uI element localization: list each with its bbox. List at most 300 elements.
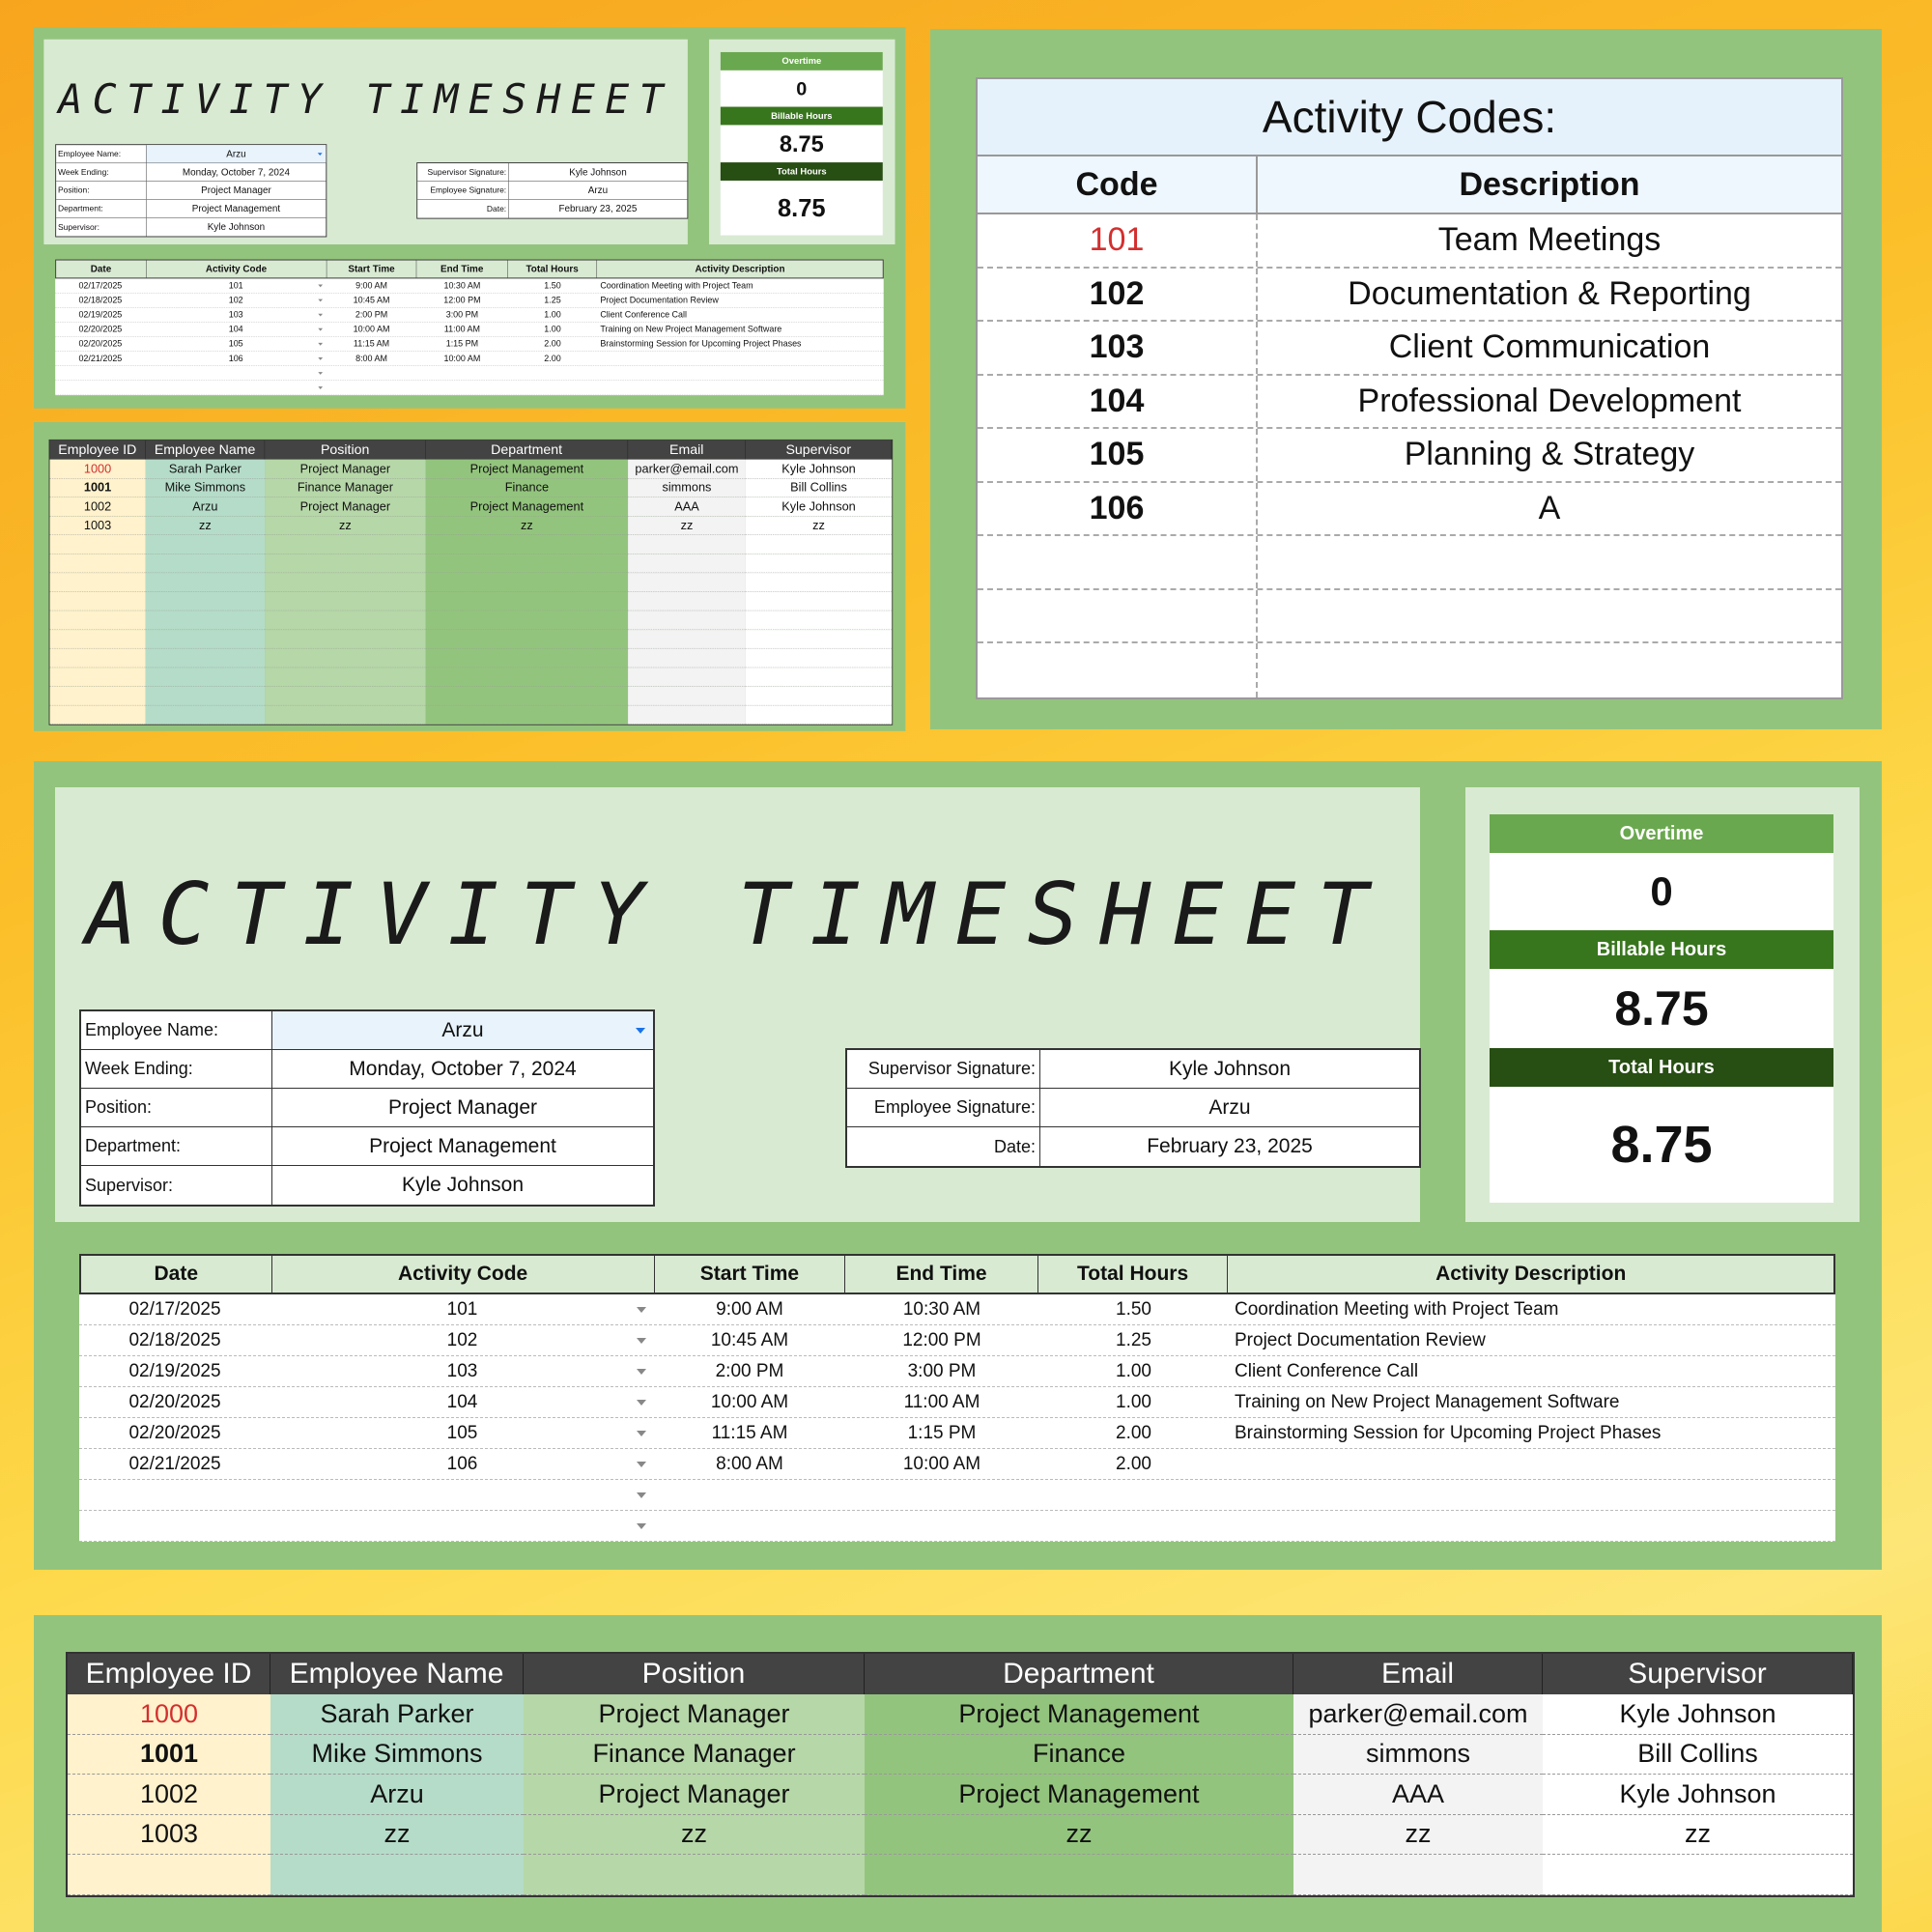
billable-value: 8.75 bbox=[1614, 981, 1709, 1036]
signature-value[interactable]: Arzu bbox=[1208, 1095, 1251, 1119]
table-cell[interactable] bbox=[426, 592, 628, 611]
table-cell[interactable]: Project Management bbox=[426, 460, 628, 479]
table-cell[interactable]: 1001 bbox=[50, 478, 146, 497]
table-cell[interactable]: Project Management bbox=[865, 1775, 1293, 1815]
table-cell[interactable] bbox=[597, 308, 883, 323]
table-cell[interactable]: 1001 bbox=[68, 1735, 270, 1776]
table-cell[interactable] bbox=[508, 308, 598, 323]
table-row bbox=[50, 497, 893, 517]
table-cell[interactable] bbox=[265, 687, 426, 706]
activity-code-dropdown[interactable] bbox=[146, 381, 327, 395]
chevron-down-icon[interactable] bbox=[318, 357, 323, 360]
signature-value[interactable]: Kyle Johnson bbox=[1168, 1057, 1292, 1080]
table-cell[interactable]: simmons bbox=[1293, 1735, 1543, 1776]
table-cell[interactable] bbox=[1038, 1387, 1229, 1417]
chevron-down-icon[interactable] bbox=[318, 372, 323, 375]
timesheet-title: ACTIVITY TIMESHEET bbox=[85, 865, 1390, 964]
code-row bbox=[978, 429, 1841, 483]
table-cell[interactable] bbox=[1229, 1480, 1835, 1510]
table-cell[interactable]: zz bbox=[524, 1815, 865, 1856]
column-header: Supervisor bbox=[1543, 1654, 1853, 1694]
table-cell[interactable]: zz bbox=[146, 516, 266, 535]
table-cell[interactable] bbox=[746, 630, 892, 649]
activity-codes-panel bbox=[930, 29, 1882, 729]
signature-label: Employee Signature: bbox=[847, 1089, 1040, 1126]
table-cell[interactable] bbox=[327, 381, 416, 395]
table-cell[interactable] bbox=[146, 648, 266, 668]
table-cell[interactable] bbox=[146, 668, 266, 687]
signature-row bbox=[847, 1050, 1419, 1089]
table-cell[interactable] bbox=[327, 352, 416, 366]
table-row bbox=[50, 611, 893, 630]
cell-text: 02/18/2025 bbox=[78, 295, 123, 305]
table-cell[interactable] bbox=[746, 611, 892, 630]
cell-text: 10:30 AM bbox=[902, 1298, 981, 1320]
cell-text: Project Documentation Review bbox=[600, 295, 719, 305]
table-cell[interactable] bbox=[1038, 1449, 1229, 1479]
table-cell bbox=[79, 1511, 270, 1541]
cell-text: 101 bbox=[446, 1298, 478, 1320]
table-cell[interactable]: Mike Simmons bbox=[270, 1735, 524, 1776]
activity-code-dropdown[interactable] bbox=[270, 1418, 654, 1448]
table-cell[interactable] bbox=[1229, 1449, 1835, 1479]
table-cell[interactable] bbox=[1229, 1387, 1835, 1417]
table-cell[interactable]: Arzu bbox=[146, 497, 266, 517]
signature-row bbox=[417, 163, 687, 182]
table-cell[interactable] bbox=[1229, 1418, 1835, 1448]
table-cell[interactable] bbox=[597, 278, 883, 293]
info-row bbox=[56, 218, 326, 237]
chevron-down-icon[interactable] bbox=[637, 1338, 646, 1344]
table-row bbox=[79, 1511, 1835, 1542]
table-cell[interactable] bbox=[327, 308, 416, 323]
table-cell[interactable] bbox=[654, 1418, 845, 1448]
description-cell: Professional Development bbox=[1357, 382, 1742, 419]
table-cell[interactable] bbox=[1038, 1480, 1229, 1510]
table-cell[interactable] bbox=[1229, 1294, 1835, 1324]
table-cell[interactable] bbox=[416, 366, 507, 381]
table-cell[interactable] bbox=[265, 668, 426, 687]
table-cell[interactable] bbox=[1038, 1511, 1229, 1541]
code-cell bbox=[978, 590, 1258, 642]
table-cell bbox=[79, 1387, 270, 1417]
table-cell[interactable] bbox=[426, 687, 628, 706]
table-cell[interactable] bbox=[654, 1387, 845, 1417]
table-cell[interactable] bbox=[1038, 1294, 1229, 1324]
table-cell[interactable]: 1002 bbox=[50, 497, 146, 517]
table-cell[interactable] bbox=[746, 592, 892, 611]
table-cell[interactable] bbox=[746, 705, 892, 724]
info-value bbox=[272, 1166, 653, 1205]
table-cell[interactable] bbox=[508, 366, 598, 381]
table-cell[interactable] bbox=[146, 535, 266, 554]
table-cell[interactable] bbox=[654, 1449, 845, 1479]
table-cell[interactable] bbox=[265, 573, 426, 592]
info-value bbox=[272, 1050, 653, 1088]
table-cell[interactable] bbox=[146, 573, 266, 592]
table-cell[interactable] bbox=[746, 668, 892, 687]
table-cell[interactable] bbox=[508, 293, 598, 307]
table-cell[interactable] bbox=[327, 366, 416, 381]
table-cell[interactable] bbox=[628, 648, 746, 668]
chevron-down-icon[interactable] bbox=[637, 1431, 646, 1436]
column-header: Supervisor bbox=[746, 440, 892, 460]
cell-text: 3:00 PM bbox=[445, 309, 479, 320]
activity-code-dropdown[interactable] bbox=[270, 1294, 654, 1324]
table-cell[interactable]: Finance bbox=[865, 1735, 1293, 1776]
activity-table-header bbox=[79, 1254, 1835, 1294]
table-cell[interactable]: Kyle Johnson bbox=[1543, 1694, 1853, 1735]
table-cell[interactable] bbox=[628, 573, 746, 592]
table-cell[interactable] bbox=[845, 1511, 1038, 1541]
table-cell[interactable] bbox=[508, 278, 598, 293]
table-cell[interactable] bbox=[1293, 1855, 1543, 1895]
cell-text: Coordination Meeting with Project Team bbox=[600, 280, 753, 291]
table-cell[interactable]: Finance bbox=[426, 478, 628, 497]
table-cell[interactable] bbox=[265, 554, 426, 574]
cell-text: 1:15 PM bbox=[445, 338, 479, 349]
table-cell[interactable] bbox=[628, 705, 746, 724]
table-cell[interactable] bbox=[597, 337, 883, 352]
table-row bbox=[79, 1449, 1835, 1480]
description-cell: Planning & Strategy bbox=[1404, 436, 1695, 473]
activity-code-dropdown[interactable] bbox=[270, 1356, 654, 1386]
table-cell[interactable]: zz bbox=[1293, 1815, 1543, 1856]
table-cell[interactable]: Kyle Johnson bbox=[746, 497, 892, 517]
cell-text: 105 bbox=[446, 1422, 478, 1443]
table-cell[interactable] bbox=[746, 535, 892, 554]
code-cell bbox=[978, 643, 1258, 697]
table-cell[interactable] bbox=[845, 1449, 1038, 1479]
employee-name-dropdown[interactable] bbox=[272, 1011, 653, 1049]
table-cell[interactable]: Finance Manager bbox=[524, 1735, 865, 1776]
table-cell bbox=[55, 323, 145, 337]
table-cell[interactable] bbox=[508, 381, 598, 395]
cell-text: Training on New Project Management Software bbox=[1235, 1391, 1620, 1412]
table-cell[interactable] bbox=[628, 611, 746, 630]
info-row bbox=[81, 1089, 653, 1127]
activity-code-dropdown[interactable] bbox=[270, 1511, 654, 1541]
overtime-label: Overtime bbox=[721, 52, 883, 71]
total-label: Total Hours bbox=[721, 162, 883, 181]
table-cell[interactable] bbox=[50, 554, 146, 574]
table-cell[interactable] bbox=[597, 381, 883, 395]
table-cell[interactable] bbox=[845, 1480, 1038, 1510]
table-cell[interactable]: AAA bbox=[1293, 1775, 1543, 1815]
signature-value[interactable]: Kyle Johnson bbox=[569, 166, 627, 178]
activity-code-dropdown[interactable] bbox=[146, 337, 327, 352]
table-cell[interactable]: Project Management bbox=[865, 1694, 1293, 1735]
table-cell[interactable] bbox=[416, 352, 507, 366]
table-cell[interactable] bbox=[845, 1356, 1038, 1386]
signature-label: Date: bbox=[847, 1127, 1040, 1166]
signature-table bbox=[416, 162, 688, 218]
table-cell[interactable] bbox=[265, 648, 426, 668]
table-cell[interactable] bbox=[265, 535, 426, 554]
table-cell[interactable] bbox=[654, 1480, 845, 1510]
table-cell[interactable]: Project Manager bbox=[265, 460, 426, 479]
info-row bbox=[56, 163, 326, 182]
table-cell[interactable]: parker@email.com bbox=[628, 460, 746, 479]
table-cell[interactable] bbox=[426, 554, 628, 574]
table-cell[interactable] bbox=[845, 1325, 1038, 1355]
activity-code-dropdown[interactable] bbox=[270, 1449, 654, 1479]
chevron-down-icon[interactable] bbox=[637, 1369, 646, 1375]
table-cell[interactable] bbox=[845, 1418, 1038, 1448]
signature-label: Employee Signature: bbox=[417, 182, 508, 199]
table-cell[interactable] bbox=[628, 592, 746, 611]
signature-row bbox=[417, 182, 687, 200]
table-cell[interactable] bbox=[50, 648, 146, 668]
table-cell[interactable] bbox=[628, 535, 746, 554]
column-header: Employee ID bbox=[50, 440, 146, 460]
table-cell[interactable] bbox=[746, 648, 892, 668]
info-value bbox=[272, 1127, 653, 1165]
table-cell[interactable]: Project Manager bbox=[524, 1694, 865, 1735]
table-row bbox=[55, 293, 884, 307]
table-cell[interactable] bbox=[146, 554, 266, 574]
cell-text: 02/21/2025 bbox=[128, 1453, 221, 1474]
table-cell[interactable] bbox=[628, 554, 746, 574]
table-cell[interactable]: zz bbox=[270, 1815, 524, 1856]
table-cell[interactable]: 1000 bbox=[68, 1694, 270, 1735]
table-cell[interactable] bbox=[50, 611, 146, 630]
table-cell[interactable]: Arzu bbox=[270, 1775, 524, 1815]
table-cell[interactable] bbox=[50, 592, 146, 611]
table-cell[interactable] bbox=[845, 1387, 1038, 1417]
table-cell[interactable] bbox=[265, 611, 426, 630]
chevron-down-icon[interactable] bbox=[637, 1492, 646, 1498]
table-cell[interactable] bbox=[416, 323, 507, 337]
chevron-down-icon[interactable] bbox=[318, 328, 323, 331]
activity-code-dropdown[interactable] bbox=[146, 323, 327, 337]
table-cell[interactable] bbox=[68, 1855, 270, 1895]
signature-value[interactable]: Arzu bbox=[587, 185, 609, 196]
column-header: Start Time bbox=[327, 261, 416, 278]
signature-value[interactable]: February 23, 2025 bbox=[1147, 1135, 1313, 1157]
column-header: Employee Name bbox=[270, 1654, 524, 1694]
table-cell[interactable]: Bill Collins bbox=[746, 478, 892, 497]
table-cell[interactable] bbox=[654, 1294, 845, 1324]
cell-text: 02/17/2025 bbox=[128, 1298, 221, 1320]
table-cell[interactable] bbox=[146, 611, 266, 630]
table-cell[interactable]: Project Manager bbox=[265, 497, 426, 517]
chevron-down-icon[interactable] bbox=[637, 1307, 646, 1313]
cell-text: 103 bbox=[446, 1360, 478, 1381]
table-cell[interactable]: parker@email.com bbox=[1293, 1694, 1543, 1735]
signature-value[interactable]: February 23, 2025 bbox=[558, 203, 638, 214]
table-cell[interactable] bbox=[597, 323, 883, 337]
cell-text: 2.00 bbox=[544, 353, 561, 363]
table-cell[interactable] bbox=[327, 323, 416, 337]
activity-code-dropdown[interactable] bbox=[146, 308, 327, 323]
table-cell[interactable] bbox=[327, 293, 416, 307]
table-cell[interactable] bbox=[146, 592, 266, 611]
table-cell[interactable] bbox=[50, 630, 146, 649]
table-cell bbox=[55, 381, 145, 395]
table-cell[interactable] bbox=[746, 573, 892, 592]
table-row bbox=[50, 516, 893, 535]
activity-code-dropdown[interactable] bbox=[146, 278, 327, 293]
table-cell[interactable] bbox=[426, 535, 628, 554]
chevron-down-icon[interactable] bbox=[318, 298, 323, 301]
chevron-down-icon[interactable] bbox=[637, 1400, 646, 1406]
table-cell[interactable]: zz bbox=[746, 516, 892, 535]
activity-code-dropdown[interactable] bbox=[146, 293, 327, 307]
table-cell bbox=[79, 1356, 270, 1386]
chevron-down-icon[interactable] bbox=[318, 313, 323, 316]
table-cell[interactable] bbox=[146, 630, 266, 649]
table-cell[interactable] bbox=[50, 705, 146, 724]
chevron-down-icon[interactable] bbox=[318, 153, 323, 156]
table-cell[interactable] bbox=[426, 630, 628, 649]
table-cell[interactable] bbox=[146, 687, 266, 706]
table-cell[interactable]: Finance Manager bbox=[265, 478, 426, 497]
table-cell[interactable]: 1003 bbox=[68, 1815, 270, 1856]
table-cell[interactable] bbox=[746, 687, 892, 706]
info-row bbox=[56, 145, 326, 163]
table-cell[interactable] bbox=[50, 687, 146, 706]
table-cell[interactable] bbox=[597, 366, 883, 381]
table-cell[interactable] bbox=[265, 592, 426, 611]
cell-text: 2.00 bbox=[544, 338, 561, 349]
activity-code-dropdown[interactable] bbox=[270, 1387, 654, 1417]
chevron-down-icon[interactable] bbox=[637, 1523, 646, 1529]
table-cell[interactable]: Sarah Parker bbox=[270, 1694, 524, 1735]
table-cell[interactable] bbox=[426, 611, 628, 630]
cell-text: 104 bbox=[446, 1391, 478, 1412]
cell-text: 106 bbox=[228, 353, 243, 363]
table-row bbox=[50, 705, 893, 724]
table-cell[interactable]: zz bbox=[865, 1815, 1293, 1856]
activity-codes-table bbox=[976, 77, 1843, 699]
table-cell[interactable] bbox=[50, 573, 146, 592]
table-cell[interactable]: 1002 bbox=[68, 1775, 270, 1815]
table-cell[interactable] bbox=[1038, 1356, 1229, 1386]
table-cell[interactable] bbox=[1229, 1356, 1835, 1386]
column-header: End Time bbox=[416, 261, 507, 278]
info-label: Position: bbox=[81, 1089, 272, 1126]
table-cell[interactable] bbox=[416, 278, 507, 293]
table-cell[interactable] bbox=[270, 1855, 524, 1895]
table-row bbox=[79, 1325, 1835, 1356]
table-cell[interactable] bbox=[1038, 1325, 1229, 1355]
table-cell[interactable] bbox=[426, 668, 628, 687]
table-cell[interactable] bbox=[50, 535, 146, 554]
table-cell[interactable] bbox=[1038, 1418, 1229, 1448]
employee-table-header bbox=[68, 1654, 1853, 1694]
table-cell[interactable]: zz bbox=[426, 516, 628, 535]
table-cell[interactable] bbox=[1229, 1325, 1835, 1355]
info-value-text: Arzu bbox=[226, 148, 246, 159]
cell-text: 10:00 AM bbox=[353, 324, 390, 334]
table-cell[interactable] bbox=[845, 1294, 1038, 1324]
table-cell[interactable]: Project Management bbox=[426, 497, 628, 517]
total-value: 8.75 bbox=[1610, 1116, 1713, 1174]
table-cell[interactable] bbox=[146, 705, 266, 724]
table-cell[interactable] bbox=[426, 573, 628, 592]
table-row bbox=[55, 278, 884, 293]
activity-code-dropdown[interactable] bbox=[146, 366, 327, 381]
table-cell[interactable] bbox=[426, 705, 628, 724]
table-cell[interactable] bbox=[508, 323, 598, 337]
table-cell[interactable]: Bill Collins bbox=[1543, 1735, 1853, 1776]
table-cell[interactable] bbox=[1543, 1855, 1853, 1895]
cell-text: 2:00 PM bbox=[715, 1360, 784, 1381]
table-cell[interactable]: simmons bbox=[628, 478, 746, 497]
table-cell[interactable] bbox=[508, 337, 598, 352]
table-cell[interactable]: Sarah Parker bbox=[146, 460, 266, 479]
table-cell[interactable]: zz bbox=[628, 516, 746, 535]
table-cell[interactable] bbox=[597, 352, 883, 366]
table-cell[interactable] bbox=[628, 687, 746, 706]
table-row bbox=[55, 352, 884, 366]
column-header: Email bbox=[1293, 1654, 1543, 1694]
table-cell[interactable] bbox=[597, 293, 883, 307]
table-cell[interactable] bbox=[327, 337, 416, 352]
table-row bbox=[50, 687, 893, 706]
column-header: Email bbox=[628, 440, 746, 460]
cell-text: Project Documentation Review bbox=[1235, 1329, 1486, 1350]
table-cell[interactable]: 1000 bbox=[50, 460, 146, 479]
chevron-down-icon[interactable] bbox=[318, 284, 323, 287]
info-row bbox=[81, 1166, 653, 1205]
table-cell[interactable] bbox=[524, 1855, 865, 1895]
table-cell[interactable]: Mike Simmons bbox=[146, 478, 266, 497]
table-cell[interactable] bbox=[628, 668, 746, 687]
table-cell[interactable] bbox=[628, 630, 746, 649]
table-cell[interactable] bbox=[654, 1325, 845, 1355]
chevron-down-icon[interactable] bbox=[318, 343, 323, 346]
table-cell[interactable] bbox=[865, 1855, 1293, 1895]
table-cell[interactable] bbox=[654, 1511, 845, 1541]
table-cell[interactable]: 1003 bbox=[50, 516, 146, 535]
table-cell[interactable] bbox=[508, 352, 598, 366]
table-cell[interactable] bbox=[265, 630, 426, 649]
table-cell[interactable]: AAA bbox=[628, 497, 746, 517]
info-row bbox=[81, 1011, 653, 1050]
table-cell[interactable] bbox=[426, 648, 628, 668]
table-cell[interactable] bbox=[654, 1356, 845, 1386]
employee-name-dropdown[interactable] bbox=[147, 145, 327, 162]
table-cell[interactable] bbox=[746, 554, 892, 574]
chevron-down-icon[interactable] bbox=[318, 386, 323, 389]
cell-text: 8:00 AM bbox=[716, 1453, 783, 1474]
info-value-text: Project Manager bbox=[201, 185, 271, 196]
table-cell[interactable]: zz bbox=[265, 516, 426, 535]
activity-code-dropdown[interactable] bbox=[146, 352, 327, 366]
table-cell[interactable]: zz bbox=[1543, 1815, 1853, 1856]
chevron-down-icon[interactable] bbox=[637, 1462, 646, 1467]
table-cell[interactable] bbox=[265, 705, 426, 724]
cell-text: 102 bbox=[228, 295, 243, 305]
table-cell[interactable]: Kyle Johnson bbox=[1543, 1775, 1853, 1815]
table-cell[interactable] bbox=[416, 381, 507, 395]
table-cell[interactable] bbox=[327, 278, 416, 293]
table-cell[interactable]: Project Manager bbox=[524, 1775, 865, 1815]
table-cell[interactable] bbox=[50, 668, 146, 687]
activity-code-dropdown[interactable] bbox=[270, 1480, 654, 1510]
chevron-down-icon[interactable] bbox=[636, 1028, 645, 1034]
table-cell[interactable] bbox=[416, 337, 507, 352]
table-cell[interactable]: Kyle Johnson bbox=[746, 460, 892, 479]
activity-code-dropdown[interactable] bbox=[270, 1325, 654, 1355]
table-cell[interactable] bbox=[416, 308, 507, 323]
table-cell[interactable] bbox=[1229, 1511, 1835, 1541]
employee-list-large bbox=[34, 1615, 1882, 1932]
signature-row bbox=[417, 200, 687, 218]
table-cell[interactable] bbox=[416, 293, 507, 307]
